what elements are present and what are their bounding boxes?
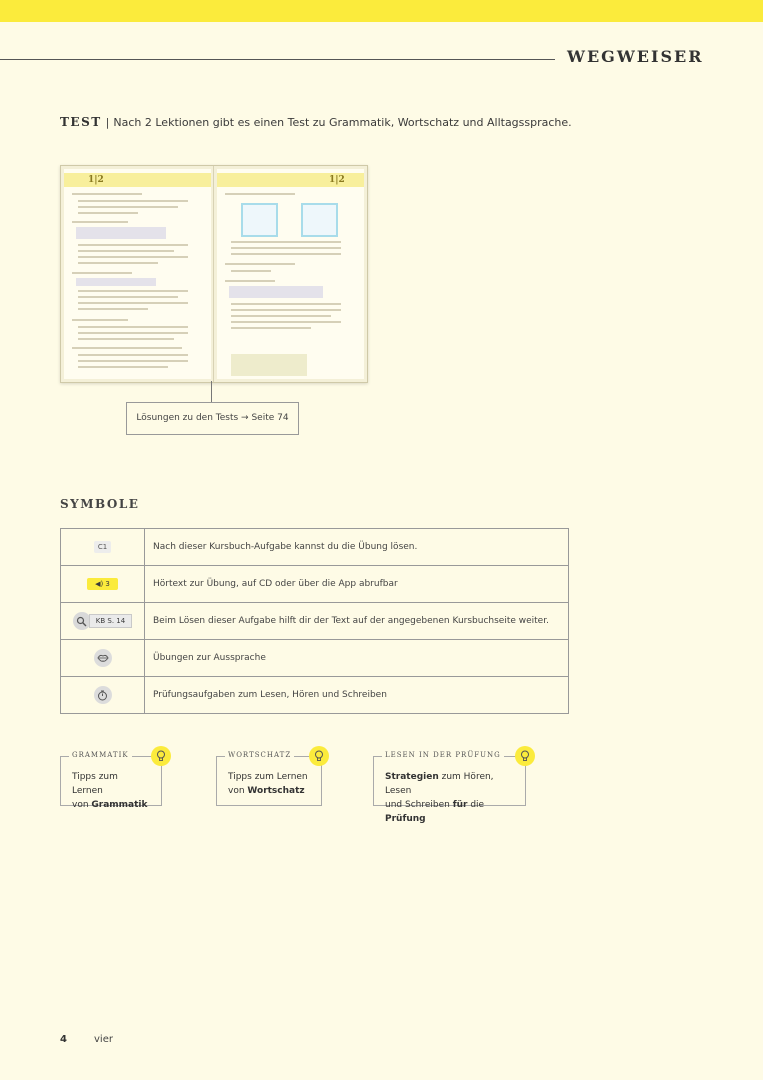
- right-page-number: 1|2: [329, 175, 345, 185]
- book-spine: [213, 166, 214, 382]
- pronunciation-lips-icon: [94, 649, 112, 667]
- tip-line: [385, 770, 515, 798]
- book-right-page: [217, 169, 364, 379]
- lightbulb-icon: [515, 746, 535, 766]
- tip-box-wortschatz: [216, 751, 322, 806]
- left-page-header-band: [64, 173, 211, 187]
- book-left-page: [64, 169, 211, 379]
- symbols-table: [60, 528, 569, 714]
- page-header-title: WEGWEISER: [567, 47, 704, 66]
- symbol-description: Hörtext zur Übung, auf CD oder über die App abrufbar: [153, 579, 398, 589]
- symbol-icon-cell: [61, 603, 145, 639]
- exam-timer-icon: [94, 686, 112, 704]
- symbol-description: Prüfungsaufgaben zum Lesen, Hören und Schreiben: [153, 690, 387, 700]
- tip-title: LESEN IN DER PRÜFUNG: [382, 751, 504, 759]
- tip-box-lesen-pruefung: [373, 751, 526, 824]
- page-number: 4: [60, 1034, 67, 1045]
- symbol-icon-cell: [61, 529, 145, 565]
- tip-text-part: die: [467, 800, 485, 810]
- audio-track-icon: ◀) 3: [87, 578, 118, 590]
- test-intro-text: Nach 2 Lektionen gibt es einen Test zu Grammatik, Wortschatz und Alltagssprache.: [113, 116, 572, 129]
- tip-text: [217, 757, 321, 798]
- lightbulb-icon: [151, 746, 171, 766]
- tip-text-part: von: [72, 800, 92, 810]
- tip-line: [228, 784, 311, 798]
- tip-keyword: für: [452, 800, 468, 810]
- header-rule: [0, 59, 555, 60]
- tip-keyword: Wortschatz: [247, 786, 305, 796]
- solution-reference-box: Lösungen zu den Tests → Seite 74: [126, 402, 299, 435]
- symbol-description: Beim Lösen dieser Aufgabe hilft dir der Text auf der angegebenen Kursbuchseite weiter.: [153, 616, 549, 626]
- illustration-thumbnail: [301, 203, 338, 237]
- lightbulb-icon: [309, 746, 329, 766]
- page-number-word: vier: [94, 1034, 113, 1045]
- tip-line: [72, 798, 151, 812]
- tip-keyword: Prüfung: [385, 814, 426, 824]
- test-pages-preview: [60, 165, 368, 383]
- intro-separator: |: [105, 116, 110, 129]
- symbol-description: Übungen zur Aussprache: [153, 653, 266, 663]
- test-label: TEST: [60, 115, 102, 129]
- symbol-description: Nach dieser Kursbuch-Aufgabe kannst du die Übung lösen.: [153, 542, 418, 552]
- symbol-row: [61, 529, 568, 566]
- can-do-box: [231, 354, 307, 376]
- tip-title: WORTSCHATZ: [225, 751, 294, 759]
- symbol-row: [61, 566, 568, 603]
- tip-line: [385, 798, 515, 826]
- tip-title: GRAMMATIK: [69, 751, 132, 759]
- tip-text-part: und Schreiben: [385, 800, 453, 810]
- tip-line: Tipps zum Lernen: [72, 772, 118, 796]
- solution-connector-line: [211, 381, 212, 403]
- top-accent-bar: [0, 0, 763, 22]
- symbols-heading: SYMBOLE: [60, 497, 140, 511]
- tip-keyword: Grammatik: [91, 800, 148, 810]
- symbol-row: [61, 603, 568, 640]
- exercise-tag-icon: C1: [94, 541, 111, 553]
- tip-keyword: Strategien: [385, 772, 439, 782]
- symbol-icon-cell: [61, 640, 145, 676]
- left-page-number: 1|2: [88, 175, 104, 185]
- symbol-row: [61, 677, 568, 713]
- illustration-thumbnail: [241, 203, 278, 237]
- coursebook-reference-badge: [73, 612, 132, 630]
- tip-box-grammatik: [60, 751, 162, 810]
- tip-line: Tipps zum Lernen: [228, 772, 308, 782]
- tip-text: [61, 757, 161, 812]
- tip-text-part: zum Hören, Lesen: [385, 772, 494, 796]
- symbol-icon-cell: [61, 677, 145, 713]
- tip-text: [374, 757, 525, 826]
- symbol-icon-cell: [61, 566, 145, 602]
- test-intro: [60, 115, 572, 129]
- tip-text-part: von: [228, 786, 248, 796]
- coursebook-page-label: KB S. 14: [89, 614, 132, 628]
- symbol-row: [61, 640, 568, 677]
